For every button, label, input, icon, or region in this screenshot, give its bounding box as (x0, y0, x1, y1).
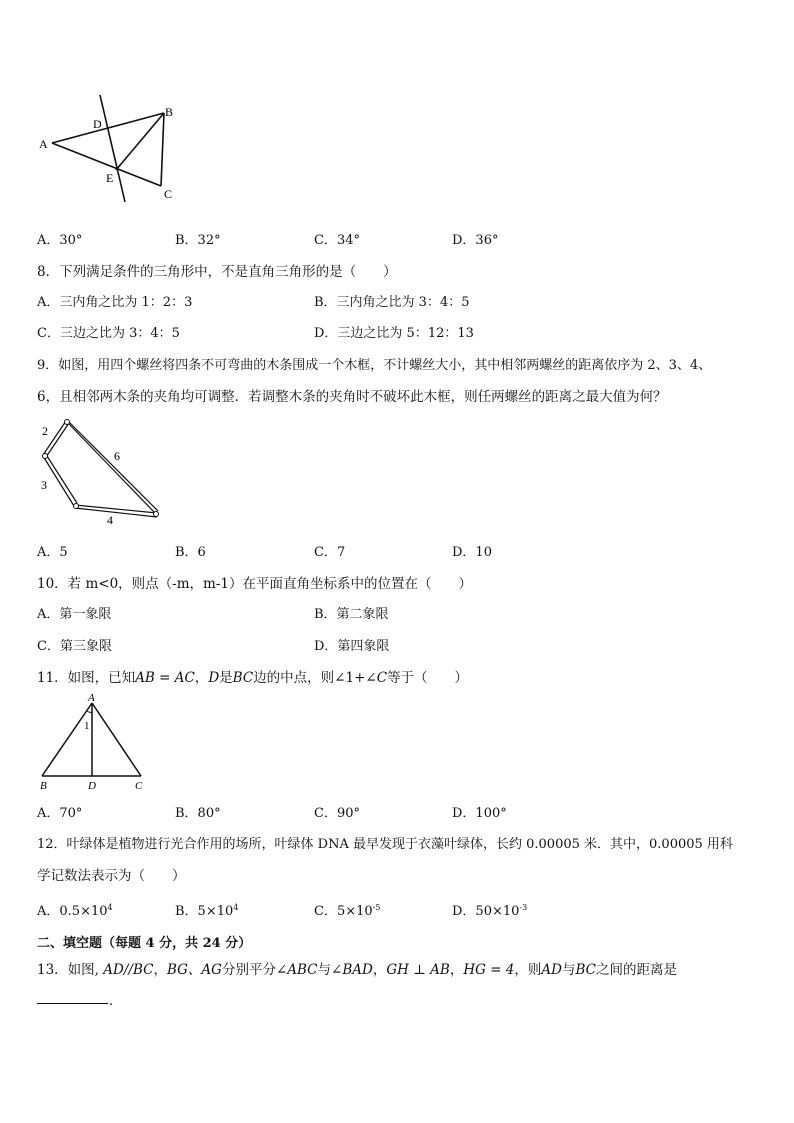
q11-text-2: ， (194, 670, 209, 686)
q11-math-c: C (376, 670, 388, 686)
line-b-c (161, 113, 164, 186)
figure-q11 (30, 690, 160, 792)
q11-math-d: D (208, 670, 220, 686)
q11-option-a: A．70° (37, 806, 83, 821)
screw-right (154, 512, 159, 517)
q11-option-c: C．90° (314, 806, 360, 821)
label-4: 4 (107, 513, 113, 527)
label-b: B (40, 780, 47, 792)
label-b: B (165, 105, 174, 119)
label-c: C (164, 187, 173, 201)
q11-stem (37, 666, 468, 686)
q13-math-bc: BC (575, 962, 596, 978)
q12-option-d-base: D．50×10 (452, 904, 520, 919)
q8-stem: 8．下列满足条件的三角形中，不是直角三角形的是（ ） (37, 264, 397, 280)
q13-math-bad: ∠BAD (331, 962, 373, 978)
q9-option-a: A．5 (37, 545, 68, 560)
q12-option-d-exp: -3 (519, 903, 528, 912)
q12-stem-line1: 12．叶绿体是植物进行光合作用的场所，叶绿体 DNA 最早发现于衣藻叶绿体，长约 0.00005 米．其中，0.00005 用科 (37, 837, 733, 852)
q13-text-5: ， (372, 962, 387, 978)
label-a: A (39, 137, 48, 151)
q12-option-d (452, 900, 527, 919)
q8-option-d: D．三边之比为 5：12：13 (314, 326, 474, 341)
q11-text-5: 等于（ ） (387, 670, 469, 686)
q11-option-b: B．80° (175, 806, 221, 821)
q13-text-2: ， (153, 962, 167, 978)
screw-top (65, 420, 70, 425)
q7-option-c: C．34° (314, 233, 360, 248)
q13-text-1: 13．如图, (37, 962, 99, 978)
q13-stem (37, 958, 677, 978)
q10-option-b: B．第二象限 (314, 607, 389, 622)
label-3: 3 (41, 478, 47, 492)
q11-option-d: D．100° (452, 806, 507, 821)
q7-option-b: B．32° (175, 233, 221, 248)
q9-option-d: D．10 (452, 545, 492, 560)
q8-option-a: A．三内角之比为 1：2：3 (37, 295, 193, 310)
q8-option-c: C．三边之比为 3：4：5 (37, 326, 180, 341)
q8-option-b: B．三内角之比为 3：4：5 (314, 295, 470, 310)
q12-option-c (314, 900, 380, 919)
q11-text-4: 边的中点，则∠1+∠ (253, 670, 377, 686)
q13-text-3: 分别平分 (221, 962, 276, 978)
q12-option-c-exp: -5 (372, 903, 381, 912)
q9-option-c: C．7 (314, 545, 346, 560)
q13-text-4: 与 (317, 962, 332, 978)
side-ac (92, 703, 141, 776)
q13-math-ad: AD (541, 962, 562, 978)
q13-math-ad-bc: AD//BC (103, 962, 154, 978)
label-e: E (106, 171, 114, 185)
q12-option-a-base: A．0.5×10 (37, 904, 108, 919)
q10-option-a: A．第一象限 (37, 607, 112, 622)
label-d: D (93, 117, 102, 131)
q13-answer-blank[interactable] (37, 1002, 108, 1004)
q10-option-c: C．第三象限 (37, 639, 112, 654)
q12-option-b-base: B．5×10 (175, 904, 234, 919)
label-d: D (88, 780, 96, 792)
q13-math-gh-ab: GH ⊥ AB (386, 962, 450, 978)
bar-3 (43, 456, 77, 506)
q11-math-ab-ac: AB = AC (135, 670, 195, 686)
q13-text-8: 与 (561, 962, 576, 978)
q12-option-a (37, 900, 113, 919)
q7-option-a: A．30° (37, 233, 83, 248)
q10-stem: 10．若 m<0，则点（-m，m-1）在平面直角坐标系中的位置在（ ） (37, 576, 472, 592)
q12-option-c-base: C．5×10 (314, 904, 373, 919)
label-a: A (88, 692, 95, 704)
q13-text-9: 之间的距离是 (595, 962, 677, 978)
q12-option-b (175, 900, 238, 919)
q12-stem-line2: 学记数法表示为（ ） (37, 868, 186, 884)
side-ab (42, 703, 92, 776)
q13-math-abc: ∠ABC (275, 962, 318, 978)
bar-4 (75, 505, 157, 517)
label-c: C (135, 780, 143, 792)
screw-bottom (74, 504, 79, 509)
q12-option-a-exp: 4 (107, 903, 113, 912)
figure-q7 (30, 90, 220, 215)
section-title-fill-in: 二、填空题（每题 4 分，共 24 分） (37, 936, 252, 951)
q9-option-b: B．6 (175, 545, 206, 560)
q12-option-b-exp: 4 (233, 903, 239, 912)
q13-math-hg: HG = 4 (463, 962, 515, 978)
bar-6 (67, 420, 158, 513)
q13-math-bg-ag: BG、AG (166, 962, 222, 978)
q7-option-d: D．36° (452, 233, 499, 248)
q13-period: ． (109, 993, 123, 1009)
q11-text-3: 是 (219, 670, 233, 686)
screw-left (43, 454, 48, 459)
label-2: 2 (42, 424, 48, 438)
label-6: 6 (114, 449, 120, 463)
line-de (100, 95, 125, 202)
q10-option-d: D．第四象限 (314, 639, 390, 654)
label-1: 1 (84, 720, 90, 732)
q13-text-6: ， (449, 962, 464, 978)
q9-stem-line2: 6，且相邻两木条的夹角均可调整．若调整木条的夹角时不破坏此木框，则任两螺丝的距离之最大值为何？ (37, 389, 667, 405)
figure-q9 (30, 415, 170, 530)
line-b-e (116, 113, 164, 170)
q11-math-bc: BC (232, 670, 254, 686)
q11-text-1: 11．如图，已知 (37, 670, 136, 686)
q9-stem-line1: 9．如图，用四个螺丝将四条不可弯曲的木条围成一个木框，不计螺丝大小，其中相邻两螺丝的距离依序为 2、3、4、 (37, 358, 712, 373)
q13-text-7: ，则 (514, 962, 542, 978)
